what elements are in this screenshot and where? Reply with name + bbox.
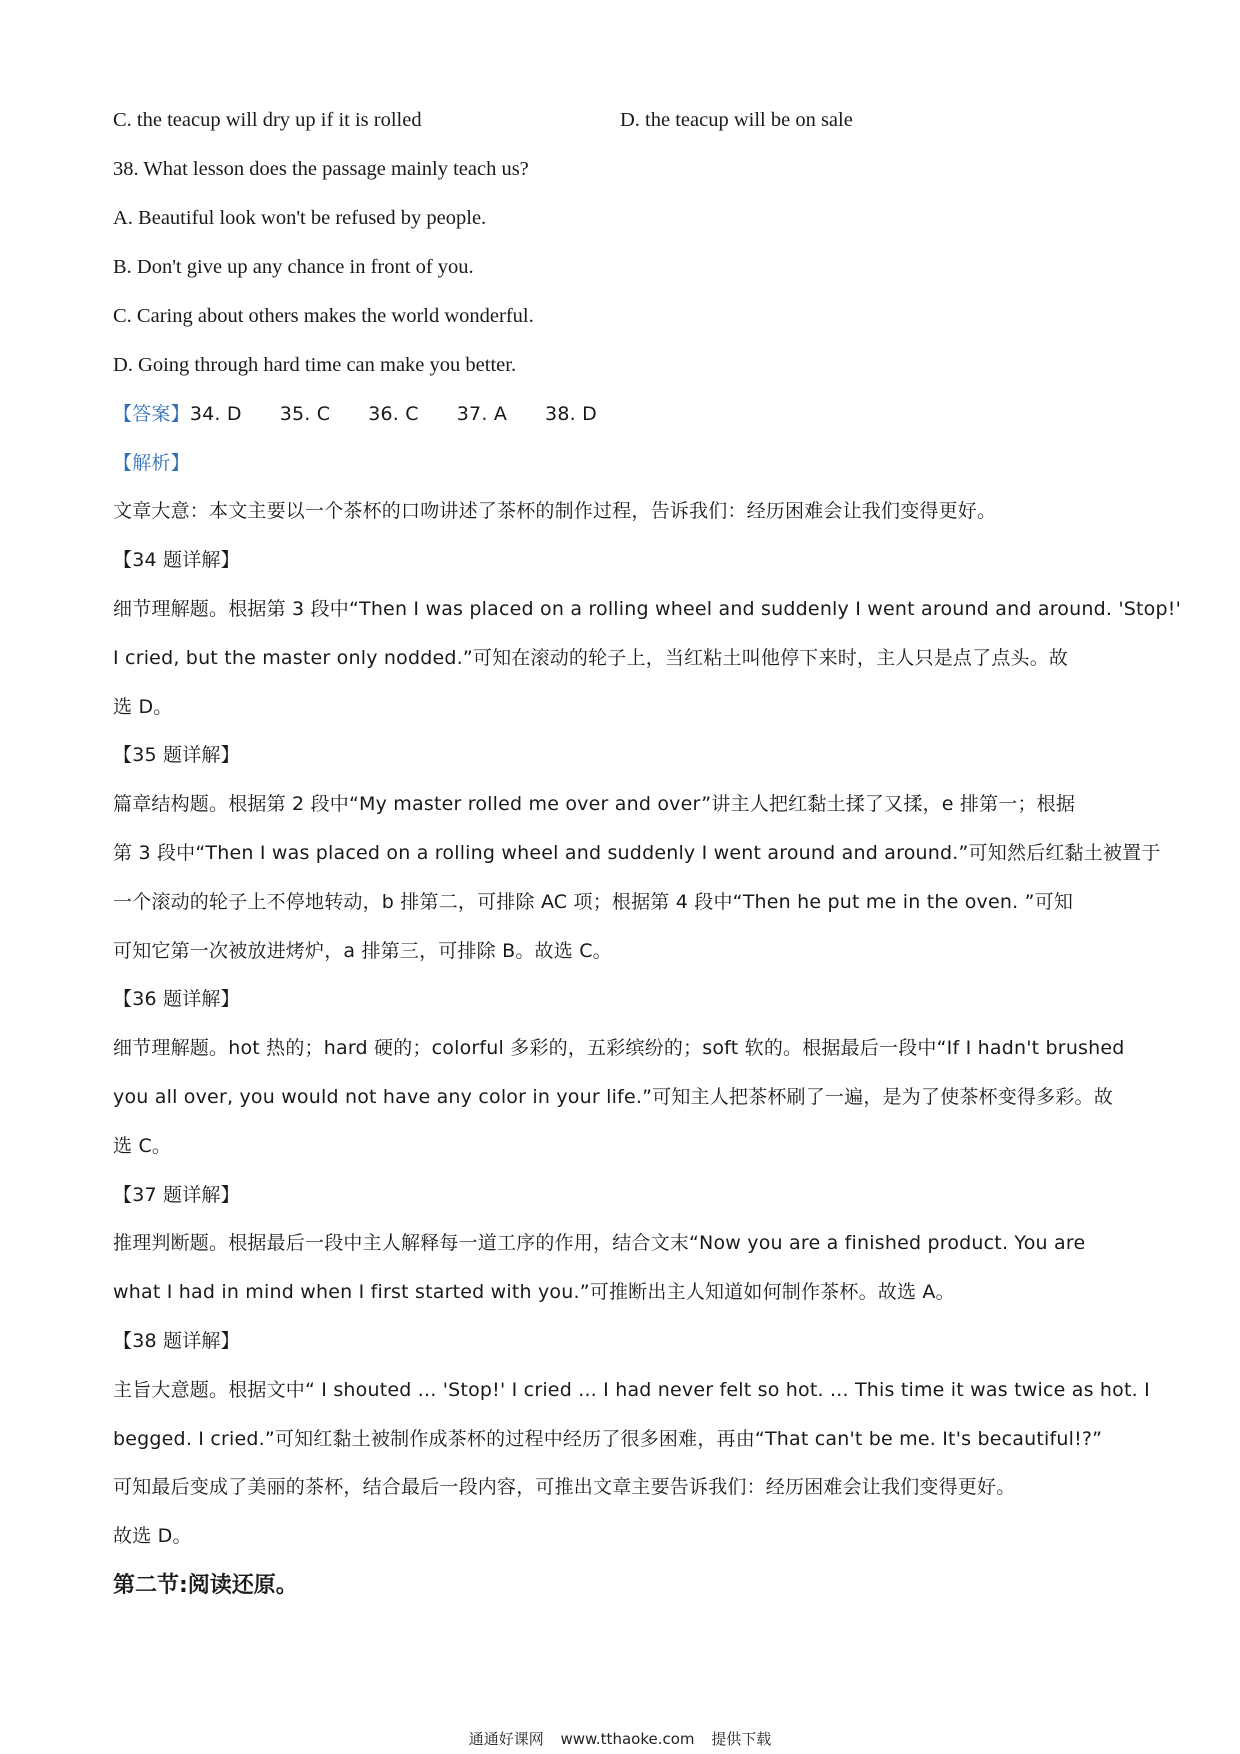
detail-35-line: 篇章结构题。根据第 2 段中“My master rolled me over and over”讲主人把红黏土揉了又揉，e 排第一；根据 — [113, 793, 1076, 815]
detail-heading-36: 【36 题详解】 — [113, 988, 240, 1010]
answer-label: 【答案】 — [113, 403, 190, 425]
detail-38-line: 可知最后变成了美丽的茶杯，结合最后一段内容，可推出文章主要告诉我们：经历困难会让我们变得更好。 — [113, 1476, 1016, 1498]
detail-34-line: I cried, but the master only nodded.”可知在滚动的轮子上，当红粘土叫他停下来时，主人只是点了点头。故 — [113, 647, 1069, 669]
answer-item: 35. C — [279, 403, 331, 425]
detail-35-line: 一个滚动的轮子上不停地转动，b 排第二，可排除 AC 项；根据第 4 段中“Then he put me in the oven. ”可知 — [113, 891, 1074, 913]
answer-item: 37. A — [456, 403, 508, 425]
passage-summary: 文章大意：本文主要以一个茶杯的口吻讲述了茶杯的制作过程，告诉我们：经历困难会让我们变得更好。 — [113, 500, 997, 522]
detail-heading-38: 【38 题详解】 — [113, 1330, 240, 1352]
q38-option-a: A. Beautiful look won't be refused by people. — [113, 207, 487, 229]
detail-heading-35: 【35 题详解】 — [113, 744, 240, 766]
page-footer — [0, 1728, 1240, 1749]
detail-36-line: you all over, you would not have any color in your life.”可知主人把茶杯刷了一遍，是为了使茶杯变得多彩。故 — [113, 1086, 1113, 1108]
q37-option-c: C. the teacup will dry up if it is rolled — [113, 109, 422, 131]
q38-option-b: B. Don't give up any chance in front of you. — [113, 256, 474, 278]
footer-note: 提供下载 — [711, 1730, 772, 1748]
detail-35-line: 第 3 段中“Then I was placed on a rolling wheel and suddenly I went around and around.”可知然后红黏土被置于 — [113, 842, 1161, 864]
footer-url[interactable]: www.tthaoke.com — [560, 1730, 695, 1748]
q38-option-c: C. Caring about others makes the world wonderful. — [113, 305, 534, 327]
detail-38-line: 故选 D。 — [113, 1525, 192, 1547]
detail-34-line: 选 D。 — [113, 696, 173, 718]
q37-option-d: D. the teacup will be on sale — [620, 109, 853, 131]
detail-37-line: 推理判断题。根据最后一段中主人解释每一道工序的作用，结合文末“Now you are a finished product. You are — [113, 1232, 1086, 1254]
detail-38-line: 主旨大意题。根据文中“ I shouted ... 'Stop!' I cried ... I had never felt so hot. ... This time it was twice as hot. I — [113, 1379, 1150, 1401]
analysis-label: 【解析】 — [113, 452, 190, 474]
answer-item: 36. C — [368, 403, 419, 425]
detail-37-line: what I had in mind when I first started with you.”可推断出主人知道如何制作茶杯。故选 A。 — [113, 1281, 955, 1303]
q38-option-d: D. Going through hard time can make you better. — [113, 354, 517, 376]
detail-34-line: 细节理解题。根据第 3 段中“Then I was placed on a rolling wheel and suddenly I went around and around. 'Stop!' — [113, 598, 1181, 620]
q38-question: 38. What lesson does the passage mainly teach us? — [113, 158, 529, 180]
answer-item: 38. D — [545, 403, 597, 425]
detail-heading-34: 【34 题详解】 — [113, 549, 240, 571]
answer-item: 34. D — [189, 403, 242, 425]
detail-36-line: 细节理解题。hot 热的；hard 硬的；colorful 多彩的，五彩缤纷的；soft 软的。根据最后一段中“If I hadn't brushed — [113, 1037, 1125, 1059]
detail-36-line: 选 C。 — [113, 1135, 172, 1157]
q37-options-row — [113, 107, 853, 133]
footer-site-name: 通通好课网 — [468, 1730, 544, 1748]
answer-key — [113, 401, 635, 427]
detail-heading-37: 【37 题详解】 — [113, 1184, 240, 1206]
section-heading: 第二节:阅读还原。 — [113, 1573, 298, 1598]
detail-38-line: begged. I cried.”可知红黏土被制作成茶杯的过程中经历了很多困难，再由“That can't be me. It's becautiful!?” — [113, 1428, 1103, 1450]
detail-35-line: 可知它第一次被放进烤炉，a 排第三，可排除 B。故选 C。 — [113, 940, 612, 962]
